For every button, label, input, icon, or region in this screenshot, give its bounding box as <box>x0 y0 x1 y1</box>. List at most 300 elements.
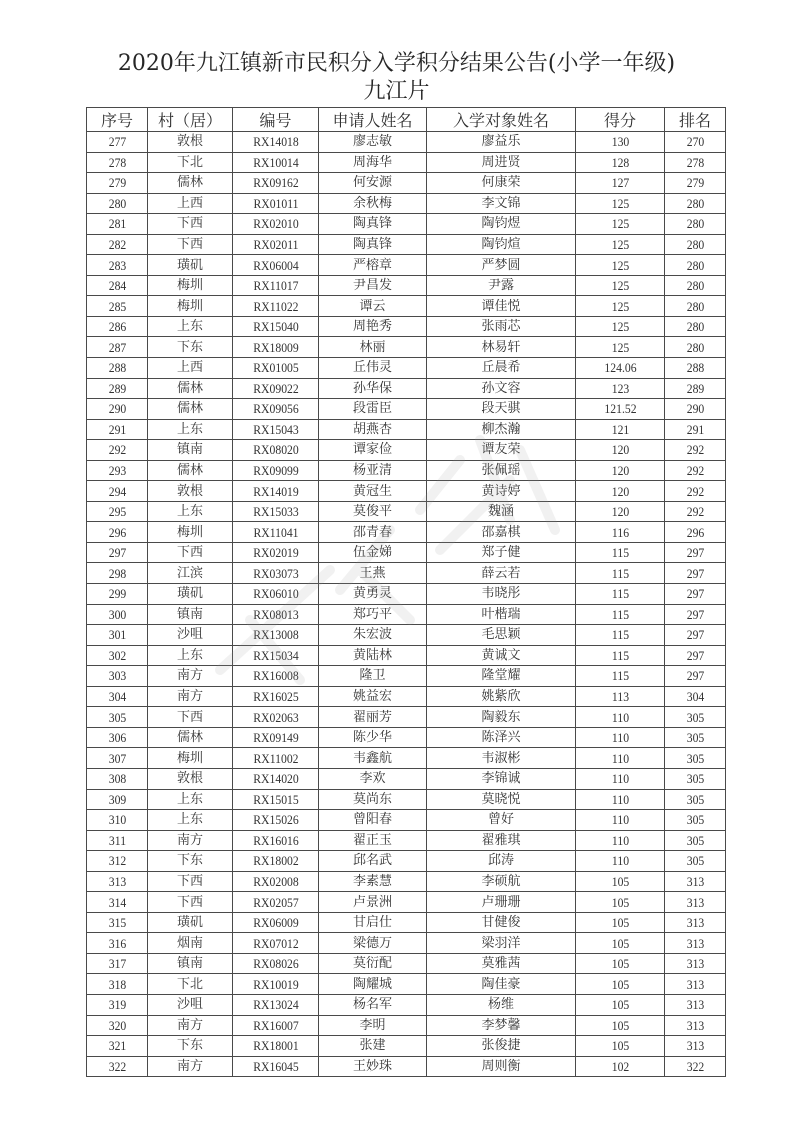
table-row <box>87 563 726 584</box>
table-body <box>87 132 726 1077</box>
cell-code: RX01005 <box>237 358 314 379</box>
cell-applicant: 郑巧平 <box>319 604 427 625</box>
cell-code: RX10019 <box>237 974 314 995</box>
cell-rank: 288 <box>668 358 723 379</box>
cell-student: 张俊捷 <box>427 1036 576 1057</box>
cell-applicant: 梁德万 <box>319 933 427 954</box>
cell-applicant: 莫衍配 <box>319 953 427 974</box>
cell-score: 102 <box>580 1056 660 1077</box>
cell-applicant: 何安源 <box>319 173 427 194</box>
header-rank: 排名 <box>665 108 726 132</box>
cell-student: 李锦诚 <box>427 768 576 789</box>
cell-code: RX07012 <box>237 933 314 954</box>
cell-student: 莫雅茜 <box>427 953 576 974</box>
cell-student: 曾好 <box>427 810 576 831</box>
cell-score: 113 <box>580 686 660 707</box>
cell-code: RX15026 <box>237 810 314 831</box>
cell-applicant: 邵青春 <box>319 522 427 543</box>
cell-score: 115 <box>580 584 660 605</box>
cell-student: 李梦馨 <box>427 1015 576 1036</box>
cell-serial: 317 <box>90 953 145 974</box>
cell-serial: 311 <box>90 830 145 851</box>
cell-score: 125 <box>580 337 660 358</box>
cell-serial: 300 <box>90 604 145 625</box>
cell-serial: 308 <box>90 768 145 789</box>
table-row <box>87 686 726 707</box>
cell-score: 125 <box>580 316 660 337</box>
cell-rank: 270 <box>668 132 723 153</box>
header-applicant: 申请人姓名 <box>319 108 427 132</box>
cell-code: RX02011 <box>237 234 314 255</box>
cell-serial: 307 <box>90 748 145 769</box>
cell-serial: 299 <box>90 584 145 605</box>
cell-code: RX01011 <box>237 193 314 214</box>
cell-code: RX09149 <box>237 727 314 748</box>
cell-score: 105 <box>580 871 660 892</box>
cell-serial: 286 <box>90 316 145 337</box>
table-row <box>87 152 726 173</box>
cell-serial: 289 <box>90 378 145 399</box>
cell-applicant: 黄勇灵 <box>319 584 427 605</box>
cell-village: 南方 <box>148 686 233 707</box>
cell-student: 张佩瑶 <box>427 460 576 481</box>
cell-code: RX11022 <box>237 296 314 317</box>
cell-rank: 313 <box>668 953 723 974</box>
cell-code: RX18001 <box>237 1036 314 1057</box>
cell-applicant: 周海华 <box>319 152 427 173</box>
cell-student: 陶钧煜 <box>427 214 576 235</box>
table-row <box>87 604 726 625</box>
cell-rank: 297 <box>668 604 723 625</box>
table-row <box>87 645 726 666</box>
table-row <box>87 214 726 235</box>
cell-serial: 279 <box>90 173 145 194</box>
cell-village: 儒林 <box>148 727 233 748</box>
cell-applicant: 谭云 <box>319 296 427 317</box>
cell-serial: 281 <box>90 214 145 235</box>
cell-applicant: 李素慧 <box>319 871 427 892</box>
cell-code: RX14019 <box>237 481 314 502</box>
cell-serial: 285 <box>90 296 145 317</box>
cell-village: 镇南 <box>148 604 233 625</box>
cell-applicant: 杨亚清 <box>319 460 427 481</box>
cell-serial: 282 <box>90 234 145 255</box>
header-score: 得分 <box>576 108 665 132</box>
cell-student: 李文锦 <box>427 193 576 214</box>
cell-serial: 283 <box>90 255 145 276</box>
cell-applicant: 伍金娣 <box>319 542 427 563</box>
cell-code: RX08026 <box>237 953 314 974</box>
cell-village: 沙咀 <box>148 625 233 646</box>
cell-code: RX08020 <box>237 440 314 461</box>
cell-code: RX09099 <box>237 460 314 481</box>
cell-rank: 313 <box>668 933 723 954</box>
cell-serial: 322 <box>90 1056 145 1077</box>
cell-code: RX02019 <box>237 542 314 563</box>
cell-code: RX14020 <box>237 768 314 789</box>
cell-rank: 304 <box>668 686 723 707</box>
cell-score: 115 <box>580 563 660 584</box>
cell-applicant: 陶真锋 <box>319 214 427 235</box>
cell-village: 上东 <box>148 316 233 337</box>
cell-code: RX06009 <box>237 912 314 933</box>
cell-village: 敦根 <box>148 132 233 153</box>
table-row <box>87 275 726 296</box>
cell-student: 谭佳悦 <box>427 296 576 317</box>
cell-village: 下北 <box>148 152 233 173</box>
cell-score: 125 <box>580 275 660 296</box>
cell-code: RX14018 <box>237 132 314 153</box>
cell-code: RX16007 <box>237 1015 314 1036</box>
cell-student: 林易轩 <box>427 337 576 358</box>
cell-serial: 294 <box>90 481 145 502</box>
cell-rank: 305 <box>668 748 723 769</box>
cell-code: RX06004 <box>237 255 314 276</box>
cell-code: RX03073 <box>237 563 314 584</box>
cell-rank: 290 <box>668 399 723 420</box>
table-row <box>87 522 726 543</box>
cell-rank: 280 <box>668 316 723 337</box>
cell-village: 江滨 <box>148 563 233 584</box>
cell-score: 125 <box>580 193 660 214</box>
cell-serial: 280 <box>90 193 145 214</box>
cell-rank: 297 <box>668 645 723 666</box>
header-village: 村（居） <box>148 108 233 132</box>
cell-code: RX15043 <box>237 419 314 440</box>
cell-serial: 314 <box>90 892 145 913</box>
cell-serial: 315 <box>90 912 145 933</box>
cell-rank: 297 <box>668 625 723 646</box>
cell-village: 儒林 <box>148 378 233 399</box>
cell-serial: 277 <box>90 132 145 153</box>
cell-serial: 297 <box>90 542 145 563</box>
table-row <box>87 255 726 276</box>
cell-student: 莫晓悦 <box>427 789 576 810</box>
cell-student: 卢珊珊 <box>427 892 576 913</box>
cell-score: 105 <box>580 1015 660 1036</box>
cell-village: 下西 <box>148 871 233 892</box>
cell-village: 梅圳 <box>148 275 233 296</box>
cell-score: 115 <box>580 542 660 563</box>
cell-rank: 313 <box>668 1036 723 1057</box>
cell-rank: 313 <box>668 974 723 995</box>
cell-score: 125 <box>580 214 660 235</box>
cell-score: 116 <box>580 522 660 543</box>
cell-village: 梅圳 <box>148 748 233 769</box>
cell-code: RX15033 <box>237 501 314 522</box>
cell-village: 下北 <box>148 974 233 995</box>
table-row <box>87 501 726 522</box>
cell-village: 下东 <box>148 1036 233 1057</box>
results-table <box>86 107 726 1077</box>
cell-serial: 296 <box>90 522 145 543</box>
cell-village: 璜矶 <box>148 255 233 276</box>
cell-village: 南方 <box>148 666 233 687</box>
cell-student: 毛思颖 <box>427 625 576 646</box>
cell-rank: 280 <box>668 255 723 276</box>
cell-applicant: 廖志敏 <box>319 132 427 153</box>
table-row <box>87 584 726 605</box>
cell-applicant: 邱名武 <box>319 851 427 872</box>
cell-score: 115 <box>580 666 660 687</box>
cell-rank: 297 <box>668 584 723 605</box>
cell-serial: 316 <box>90 933 145 954</box>
cell-score: 115 <box>580 625 660 646</box>
cell-score: 127 <box>580 173 660 194</box>
cell-serial: 304 <box>90 686 145 707</box>
cell-score: 105 <box>580 1036 660 1057</box>
table-row <box>87 1015 726 1036</box>
cell-serial: 298 <box>90 563 145 584</box>
cell-score: 105 <box>580 974 660 995</box>
cell-village: 梅圳 <box>148 522 233 543</box>
cell-applicant: 曾阳春 <box>319 810 427 831</box>
cell-code: RX16016 <box>237 830 314 851</box>
cell-student: 段天骐 <box>427 399 576 420</box>
cell-rank: 313 <box>668 871 723 892</box>
cell-student: 陶毅东 <box>427 707 576 728</box>
cell-score: 120 <box>580 460 660 481</box>
cell-score: 125 <box>580 296 660 317</box>
cell-serial: 318 <box>90 974 145 995</box>
cell-applicant: 孙华保 <box>319 378 427 399</box>
cell-village: 敦根 <box>148 481 233 502</box>
cell-serial: 310 <box>90 810 145 831</box>
cell-serial: 319 <box>90 994 145 1015</box>
cell-village: 儒林 <box>148 399 233 420</box>
cell-village: 璜矶 <box>148 584 233 605</box>
cell-serial: 288 <box>90 358 145 379</box>
cell-code: RX15040 <box>237 316 314 337</box>
cell-rank: 305 <box>668 851 723 872</box>
cell-applicant: 李欢 <box>319 768 427 789</box>
cell-applicant: 余秋梅 <box>319 193 427 214</box>
cell-score: 115 <box>580 645 660 666</box>
table-row <box>87 994 726 1015</box>
cell-code: RX16025 <box>237 686 314 707</box>
cell-score: 105 <box>580 933 660 954</box>
cell-code: RX09056 <box>237 399 314 420</box>
cell-village: 上西 <box>148 193 233 214</box>
cell-student: 丘晨希 <box>427 358 576 379</box>
cell-rank: 305 <box>668 768 723 789</box>
cell-village: 南方 <box>148 1015 233 1036</box>
cell-student: 柳杰瀚 <box>427 419 576 440</box>
cell-rank: 296 <box>668 522 723 543</box>
cell-score: 110 <box>580 851 660 872</box>
header-serial: 序号 <box>87 108 148 132</box>
cell-rank: 291 <box>668 419 723 440</box>
table-row <box>87 974 726 995</box>
cell-rank: 280 <box>668 214 723 235</box>
cell-village: 儒林 <box>148 460 233 481</box>
cell-score: 121.52 <box>580 399 660 420</box>
cell-score: 115 <box>580 604 660 625</box>
cell-serial: 302 <box>90 645 145 666</box>
cell-serial: 305 <box>90 707 145 728</box>
header-student: 入学对象姓名 <box>427 108 576 132</box>
cell-code: RX06010 <box>237 584 314 605</box>
cell-serial: 321 <box>90 1036 145 1057</box>
cell-village: 下西 <box>148 707 233 728</box>
cell-rank: 289 <box>668 378 723 399</box>
cell-score: 110 <box>580 810 660 831</box>
cell-village: 下东 <box>148 851 233 872</box>
table-row <box>87 953 726 974</box>
cell-applicant: 李明 <box>319 1015 427 1036</box>
cell-serial: 278 <box>90 152 145 173</box>
cell-village: 上东 <box>148 810 233 831</box>
table-row <box>87 871 726 892</box>
table-row <box>87 789 726 810</box>
header-code: 编号 <box>233 108 319 132</box>
cell-student: 杨维 <box>427 994 576 1015</box>
table-row <box>87 707 726 728</box>
cell-rank: 305 <box>668 727 723 748</box>
table-row <box>87 440 726 461</box>
cell-applicant: 翟正玉 <box>319 830 427 851</box>
table-row <box>87 173 726 194</box>
table-row <box>87 666 726 687</box>
cell-score: 123 <box>580 378 660 399</box>
cell-serial: 313 <box>90 871 145 892</box>
cell-student: 薛云若 <box>427 563 576 584</box>
cell-student: 韦淑彬 <box>427 748 576 769</box>
table-row <box>87 419 726 440</box>
cell-score: 105 <box>580 892 660 913</box>
cell-code: RX10014 <box>237 152 314 173</box>
cell-score: 121 <box>580 419 660 440</box>
cell-code: RX08013 <box>237 604 314 625</box>
cell-applicant: 姚益宏 <box>319 686 427 707</box>
cell-village: 璜矶 <box>148 912 233 933</box>
cell-rank: 280 <box>668 337 723 358</box>
cell-student: 孙文容 <box>427 378 576 399</box>
cell-village: 上东 <box>148 501 233 522</box>
cell-applicant: 黄冠生 <box>319 481 427 502</box>
cell-serial: 291 <box>90 419 145 440</box>
cell-student: 翟雅琪 <box>427 830 576 851</box>
cell-code: RX02010 <box>237 214 314 235</box>
cell-code: RX18002 <box>237 851 314 872</box>
cell-student: 廖益乐 <box>427 132 576 153</box>
cell-applicant: 林丽 <box>319 337 427 358</box>
cell-applicant: 严榕章 <box>319 255 427 276</box>
cell-student: 周则衡 <box>427 1056 576 1077</box>
cell-applicant: 丘伟灵 <box>319 358 427 379</box>
cell-applicant: 周艳秀 <box>319 316 427 337</box>
cell-rank: 280 <box>668 296 723 317</box>
table-row <box>87 460 726 481</box>
cell-serial: 309 <box>90 789 145 810</box>
cell-code: RX02008 <box>237 871 314 892</box>
cell-applicant: 王燕 <box>319 563 427 584</box>
cell-rank: 297 <box>668 542 723 563</box>
cell-score: 110 <box>580 830 660 851</box>
cell-village: 上东 <box>148 419 233 440</box>
cell-score: 120 <box>580 481 660 502</box>
table-row <box>87 542 726 563</box>
cell-score: 120 <box>580 501 660 522</box>
cell-serial: 312 <box>90 851 145 872</box>
cell-village: 儒林 <box>148 173 233 194</box>
cell-village: 敦根 <box>148 768 233 789</box>
cell-applicant: 陶耀城 <box>319 974 427 995</box>
cell-rank: 292 <box>668 481 723 502</box>
table-row <box>87 1036 726 1057</box>
cell-rank: 280 <box>668 234 723 255</box>
cell-student: 邵嘉棋 <box>427 522 576 543</box>
table-row <box>87 933 726 954</box>
cell-applicant: 翟丽芳 <box>319 707 427 728</box>
cell-student: 黄诚文 <box>427 645 576 666</box>
cell-rank: 292 <box>668 440 723 461</box>
cell-applicant: 韦鑫航 <box>319 748 427 769</box>
cell-rank: 279 <box>668 173 723 194</box>
cell-rank: 313 <box>668 1015 723 1036</box>
cell-score: 128 <box>580 152 660 173</box>
table-row <box>87 296 726 317</box>
table-row <box>87 481 726 502</box>
cell-village: 镇南 <box>148 953 233 974</box>
cell-village: 烟南 <box>148 933 233 954</box>
cell-score: 110 <box>580 748 660 769</box>
cell-applicant: 陶真锋 <box>319 234 427 255</box>
document-subtitle: 九江片 <box>363 79 430 104</box>
cell-village: 上西 <box>148 358 233 379</box>
cell-score: 130 <box>580 132 660 153</box>
cell-student: 李硕航 <box>427 871 576 892</box>
cell-student: 叶楷瑞 <box>427 604 576 625</box>
table-row <box>87 337 726 358</box>
cell-village: 下西 <box>148 234 233 255</box>
cell-code: RX16045 <box>237 1056 314 1077</box>
cell-rank: 305 <box>668 707 723 728</box>
cell-applicant: 莫尚东 <box>319 789 427 810</box>
table-row <box>87 727 726 748</box>
table-row <box>87 748 726 769</box>
document-title: 2020年九江镇新市民积分入学积分结果公告(小学一年级) <box>117 51 676 76</box>
cell-serial: 292 <box>90 440 145 461</box>
table-row <box>87 234 726 255</box>
cell-applicant: 甘启仕 <box>319 912 427 933</box>
cell-serial: 293 <box>90 460 145 481</box>
cell-score: 105 <box>580 994 660 1015</box>
cell-code: RX11041 <box>237 522 314 543</box>
cell-village: 南方 <box>148 830 233 851</box>
cell-serial: 295 <box>90 501 145 522</box>
cell-student: 何康荣 <box>427 173 576 194</box>
table-header-row <box>87 108 726 132</box>
cell-student: 陈泽兴 <box>427 727 576 748</box>
cell-rank: 280 <box>668 275 723 296</box>
cell-student: 邱涛 <box>427 851 576 872</box>
table-row <box>87 625 726 646</box>
cell-score: 120 <box>580 440 660 461</box>
table-row <box>87 768 726 789</box>
cell-student: 谭友荣 <box>427 440 576 461</box>
cell-rank: 297 <box>668 563 723 584</box>
cell-rank: 305 <box>668 830 723 851</box>
cell-serial: 287 <box>90 337 145 358</box>
table-row <box>87 892 726 913</box>
cell-code: RX15034 <box>237 645 314 666</box>
cell-rank: 305 <box>668 789 723 810</box>
cell-rank: 313 <box>668 994 723 1015</box>
cell-score: 110 <box>580 707 660 728</box>
cell-score: 105 <box>580 912 660 933</box>
cell-score: 110 <box>580 727 660 748</box>
